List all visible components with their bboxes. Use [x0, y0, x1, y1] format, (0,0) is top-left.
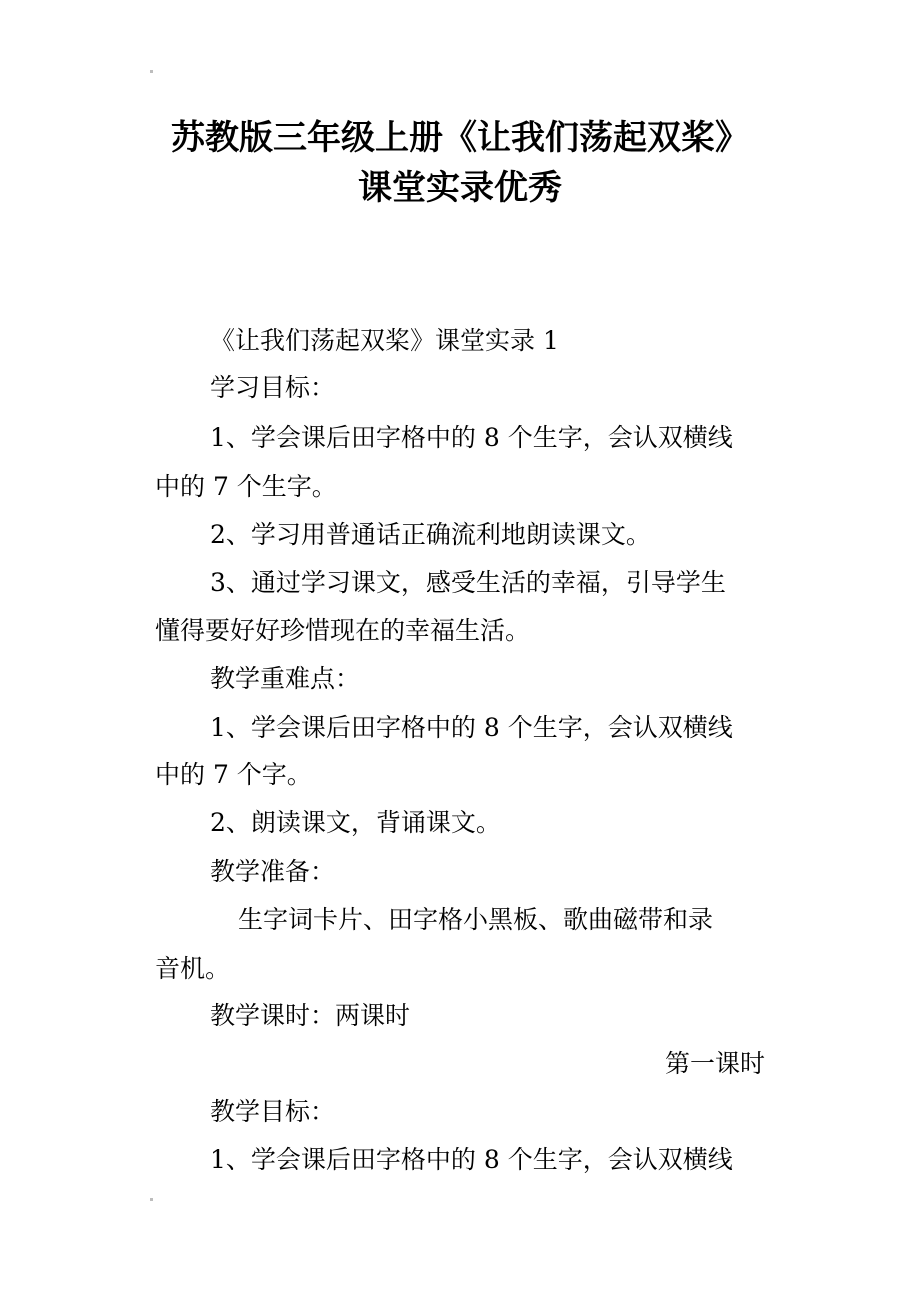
document-title-line-2: 课堂实录优秀: [358, 168, 562, 208]
paragraph-line: 音机。: [155, 954, 231, 983]
paragraph-line: 1、学会课后田字格中的 8 个生字，会认双横线: [210, 423, 733, 452]
paragraph-line: 2、学习用普通话正确流利地朗读课文。: [210, 520, 651, 549]
paragraph-line: 中的 7 个生字。: [155, 472, 337, 501]
paragraph-line: 懂得要好好珍惜现在的幸福生活。: [155, 616, 531, 645]
paragraph-line: 中的 7 个字。: [155, 760, 312, 789]
heading-preparation: 教学准备：: [210, 857, 336, 886]
paragraph-line: 3、通过学习课文，感受生活的幸福，引导学生: [210, 568, 726, 597]
heading-learning-goals: 学习目标：: [210, 373, 336, 402]
heading-class-hours: 教学课时：两课时: [210, 1001, 411, 1030]
document-title-line-1: 苏教版三年级上册《让我们荡起双桨》: [171, 118, 749, 158]
heading-key-points: 教学重难点：: [210, 664, 361, 693]
section-heading: 《让我们荡起双桨》课堂实录 1: [210, 326, 559, 355]
scan-mark-bottom: [150, 1198, 153, 1201]
heading-first-lesson: 第一课时: [664, 1049, 765, 1078]
paragraph-line: 2、朗读课文，背诵课文。: [210, 808, 501, 837]
paragraph-line: 1、学会课后田字格中的 8 个生字，会认双横线: [210, 713, 733, 742]
heading-teaching-goals: 教学目标：: [210, 1097, 336, 1126]
paragraph-line: 生字词卡片、田字格小黑板、歌曲磁带和录: [238, 905, 714, 934]
scan-mark-top: [150, 70, 153, 73]
paragraph-line: 1、学会课后田字格中的 8 个生字，会认双横线: [210, 1145, 733, 1174]
